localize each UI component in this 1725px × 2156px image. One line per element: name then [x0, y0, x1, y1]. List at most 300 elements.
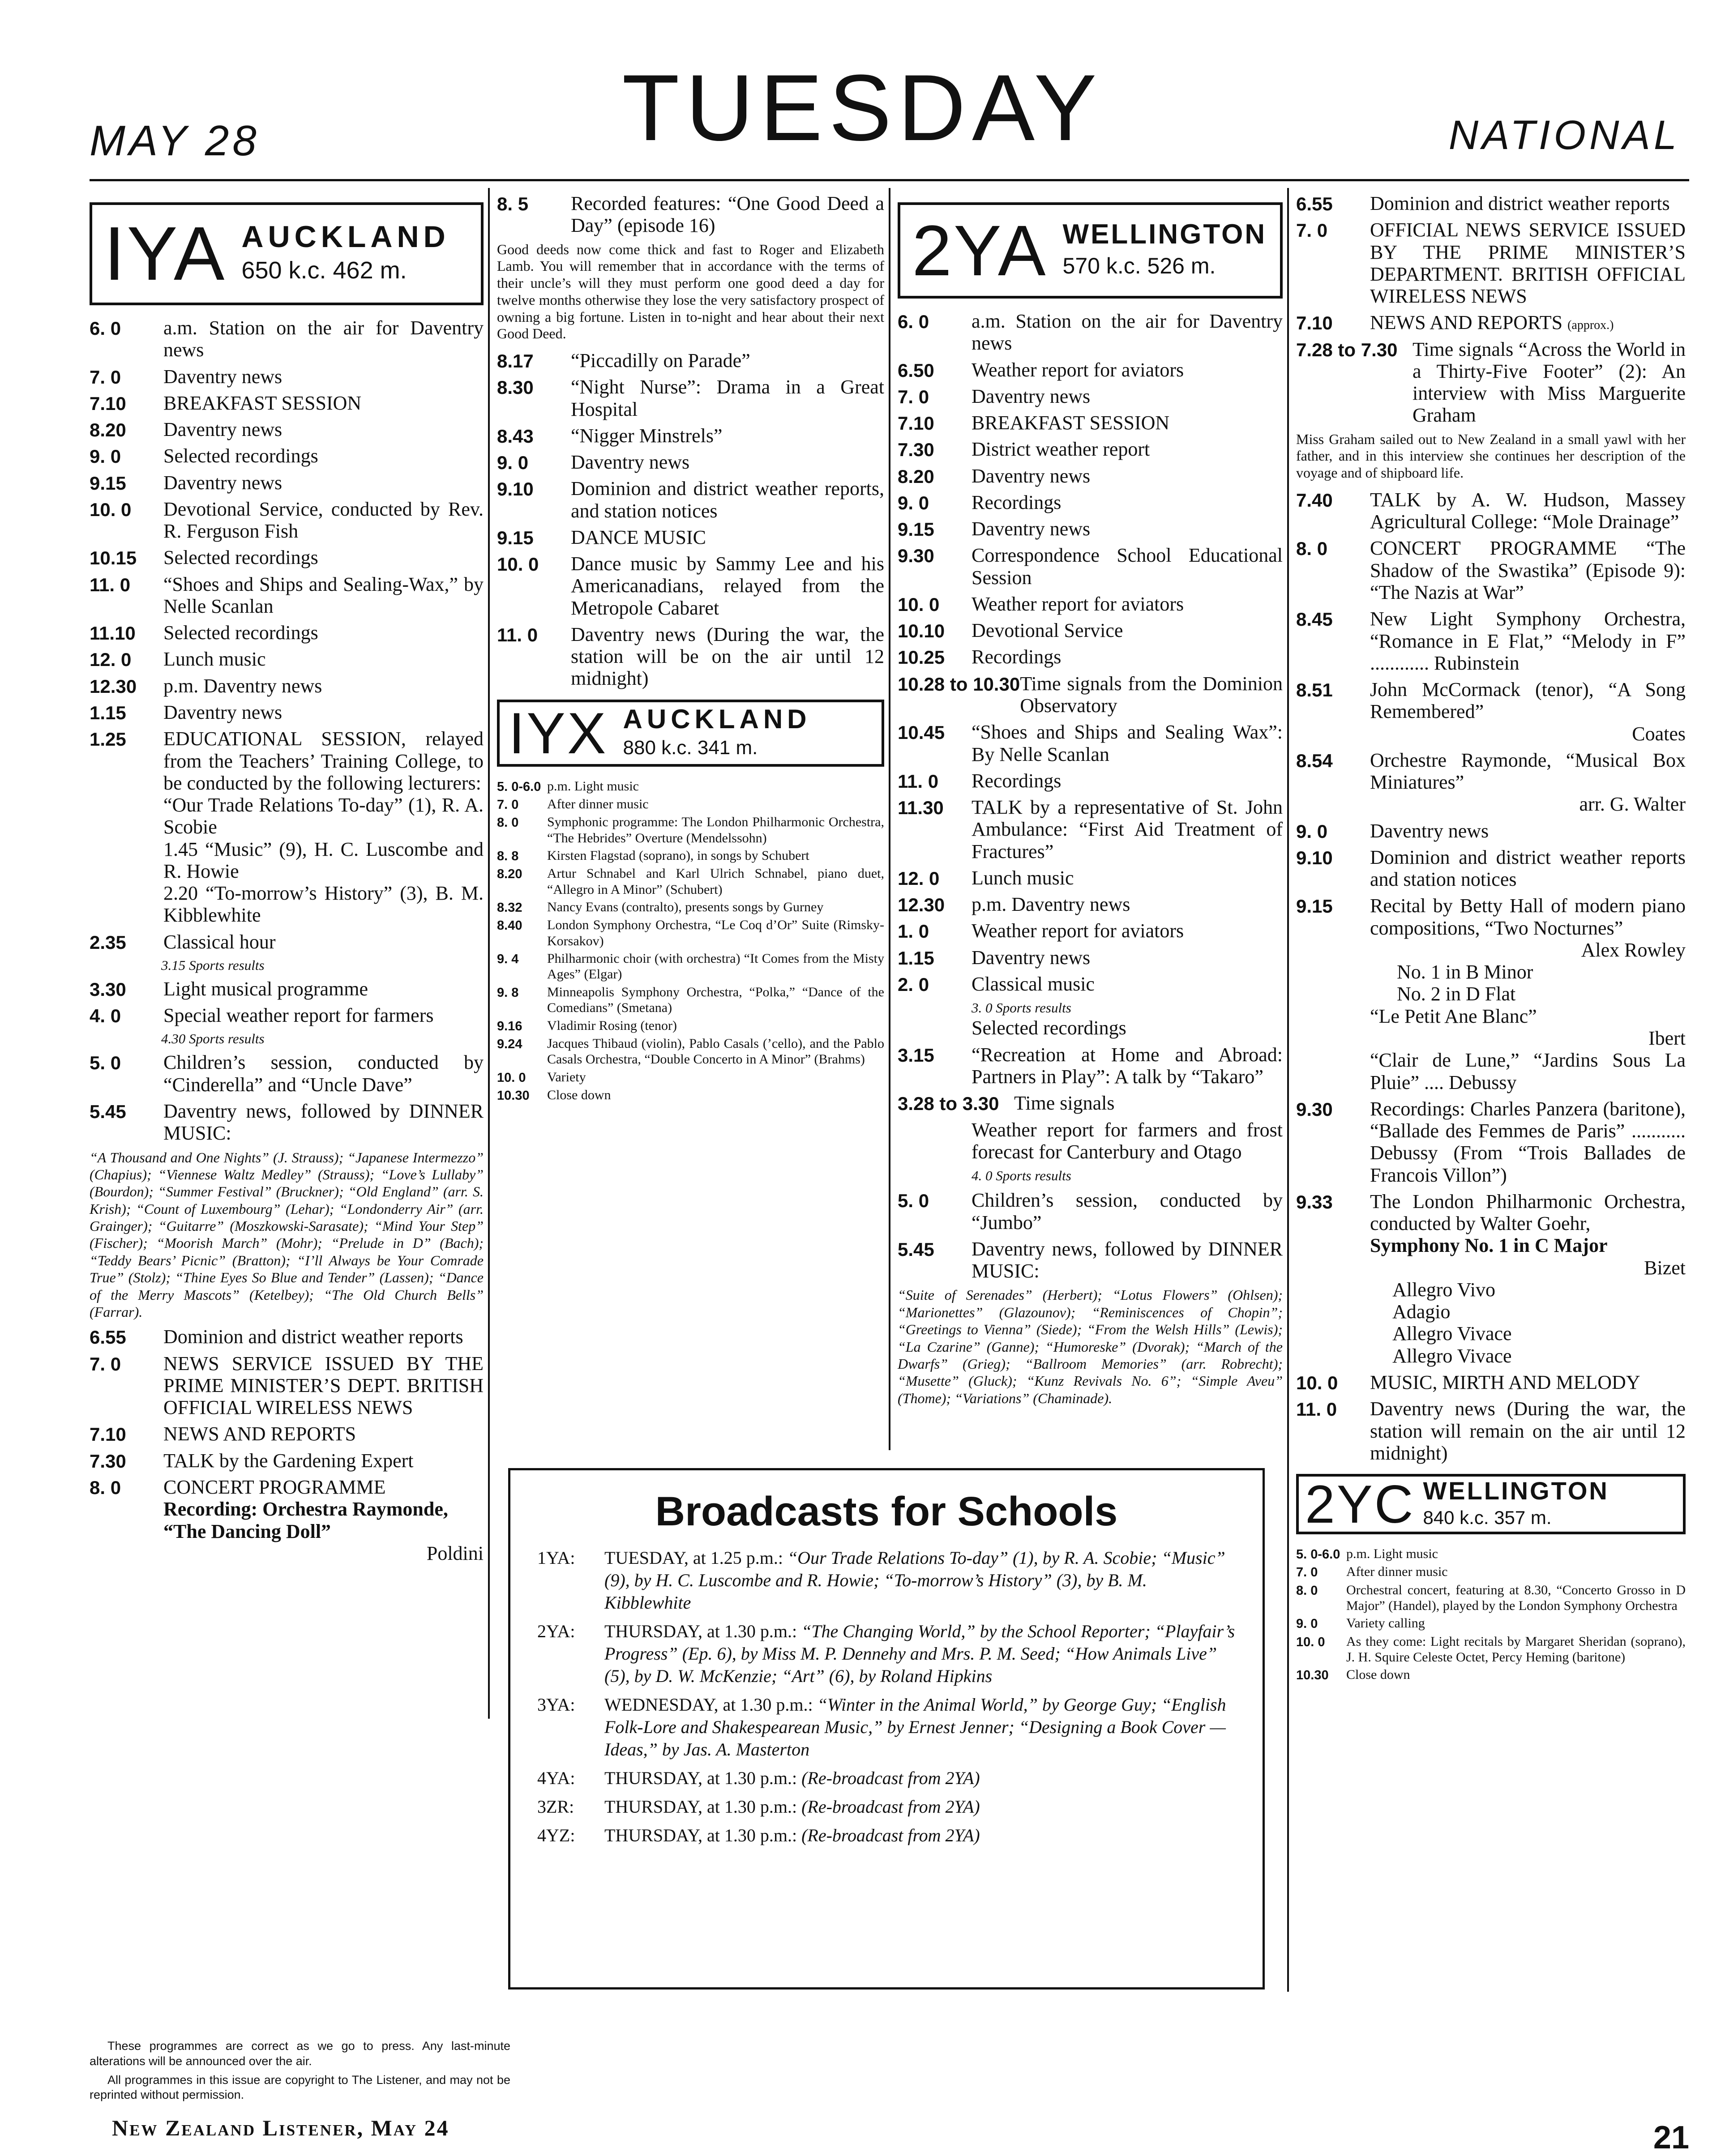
- entry-time: 7.10: [1296, 312, 1333, 334]
- entry-time: 3.30: [90, 978, 126, 1000]
- entry-desc: Light musical programme: [163, 978, 368, 1000]
- programme-entry: [497, 796, 884, 812]
- schools-text: [604, 1547, 1236, 1614]
- entry-time: 7.10: [90, 1424, 126, 1445]
- schools-row: [537, 1620, 1236, 1687]
- schools-day: THURSDAY, at 1.30 p.m.:: [604, 1621, 797, 1641]
- entry-text: Recital by Betty Hall of modern piano compositions, “Two Nocturnes”: [1370, 895, 1686, 939]
- programme-entry: [497, 778, 884, 794]
- schools-station: 4YA:: [537, 1768, 575, 1788]
- programme-entry: [898, 673, 1283, 717]
- entry-time: 5. 0: [90, 1052, 121, 1074]
- programme-entry: [90, 622, 484, 644]
- programme-entry: [898, 1044, 1283, 1088]
- programme-entry: [898, 1189, 1283, 1234]
- programme-entry: [898, 491, 1283, 513]
- programme-entry: [497, 984, 884, 1016]
- programme-entry: [1296, 1615, 1686, 1631]
- entry-desc: Children’s session, conducted by “Cinderella” and “Uncle Dave”: [163, 1051, 484, 1096]
- entry-desc: Lunch music: [972, 867, 1074, 889]
- entry-time: 8. 8: [497, 849, 519, 863]
- entry-desc: NEWS AND REPORTS: [163, 1423, 356, 1445]
- schools-text: [604, 1694, 1236, 1761]
- entry-desc: Time signals: [1014, 1092, 1115, 1114]
- programme-entry: [90, 317, 484, 361]
- entry-desc: p.m. Daventry news: [163, 675, 322, 697]
- entry-desc: Daventry news, followed by DINNER MUSIC:: [972, 1238, 1283, 1282]
- programme-entry: [90, 1100, 484, 1144]
- entry-desc: Children’s session, conducted by “Jumbo”: [972, 1189, 1283, 1234]
- entry-time: 10. 0: [497, 554, 539, 575]
- schools-row: [537, 1767, 1236, 1789]
- programme-entry: [90, 675, 484, 697]
- entry-time: 6. 0: [898, 311, 929, 332]
- entry-text: The London Philharmonic Orchestra, conducted by Walter Goehr,: [1370, 1190, 1686, 1235]
- entry-time: 10. 0: [90, 499, 132, 520]
- entry-desc: Close down: [1346, 1667, 1410, 1682]
- entry-desc: Daventry news: [163, 471, 283, 494]
- entry-desc: Selected recordings: [163, 622, 318, 644]
- lecture-item: 2.20 “To-morrow’s History” (3), B. M. Kibblewhite: [163, 882, 484, 926]
- entry-time: 8.54: [1296, 750, 1333, 771]
- entry-time: 9.30: [1296, 1098, 1333, 1120]
- movement: Adagio: [1392, 1301, 1451, 1323]
- programme-entry: [898, 593, 1283, 615]
- entry-time: 8.20: [90, 419, 126, 441]
- entry-desc: As they come: Light recitals by Margaret Sheridan (soprano), J. H. Squire Celeste Octet, Percy Heming (baritone): [1346, 1634, 1686, 1665]
- programme-entry: [1296, 1634, 1686, 1665]
- programme-entry: [898, 310, 1283, 354]
- entry-time: 8.30: [497, 377, 534, 398]
- composer: Coates: [1632, 722, 1686, 745]
- entry-desc: Dance music by Sammy Lee and his Americanadians, relayed from the Metropole Cabaret: [571, 553, 884, 619]
- entry-time: 6.50: [898, 359, 934, 381]
- programme-entry: [1296, 1371, 1686, 1393]
- entry-desc: “Piccadilly on Parade”: [571, 350, 750, 372]
- entry-time: 9.15: [898, 519, 934, 540]
- programme-entry: [898, 1238, 1283, 1282]
- entry-time: 8. 0: [90, 1477, 121, 1498]
- entry-time: 12.30: [898, 894, 945, 916]
- entry-time: 7.40: [1296, 489, 1333, 511]
- schools-topics: (Re-broadcast from 2YA): [801, 1797, 980, 1817]
- entry-time: 2.35: [90, 931, 126, 953]
- programme-entry: [497, 350, 884, 371]
- station-2yc-schedule: [1296, 1546, 1686, 1683]
- schools-topics: (Re-broadcast from 2YA): [801, 1768, 980, 1788]
- entry-desc: Daventry news: [972, 518, 1091, 540]
- entry-desc: a.m. Station on the air for Daventry news: [163, 317, 484, 361]
- entry-desc: [1370, 1191, 1686, 1367]
- programme-entry: [898, 1092, 1283, 1114]
- schools-text: [604, 1620, 1236, 1687]
- dinner-music-list: “Suite of Serenades” (Herbert); “Lotus Flowers” (Ohlsen); “Marionettes” (Glazounov); “Reminiscences of Chopin”; “Greetings to Vienna” (Siede); “From the Welsh Hills” (Lewis); “La Czarine” (Ganne); “Humoreske” (Dvorak); “March of the Dwarfs” (Grieg); “Ballroom Memories” (arr. Robrecht); “Musette” (Gluck); “Kunz Revivals No. 6”; “Simple Aveu” (Thome); “Variations” (Chaminade).: [898, 1287, 1283, 1406]
- entry-desc: NEWS SERVICE ISSUED BY THE PRIME MINISTER’S DEPT. BRITISH OFFICIAL WIRELESS NEWS: [163, 1352, 484, 1419]
- entry-time: 10.25: [898, 647, 945, 668]
- entry-desc: Daventry news: [972, 385, 1091, 407]
- station-callsign: 2YA: [912, 210, 1048, 290]
- entry-desc: Daventry news: [972, 465, 1091, 487]
- entry-time: 6.55: [1296, 193, 1333, 214]
- entry-desc: Recordings: [972, 491, 1062, 513]
- entry-desc: Daventry news: [1370, 820, 1489, 842]
- programme-entry: [90, 1326, 484, 1348]
- programme-entry: [1296, 192, 1686, 214]
- entry-desc: Variety: [547, 1069, 586, 1084]
- entry-desc: Daventry news: [972, 946, 1091, 969]
- programme-entry: [898, 438, 1283, 460]
- composer: Ibert: [1648, 1027, 1686, 1050]
- programme-entry: [898, 619, 1283, 641]
- entry-desc: Dominion and district weather reports: [1370, 192, 1670, 214]
- schools-station: 4YZ:: [537, 1825, 575, 1845]
- programme-entry: [90, 1004, 484, 1026]
- schools-row: [537, 1547, 1236, 1614]
- entry-desc: Devotional Service: [972, 619, 1123, 642]
- programme-entry: [898, 947, 1283, 969]
- station-frequency: 880 k.c. 341 m.: [623, 736, 758, 759]
- entry-detail: “The Dancing Doll”: [163, 1520, 331, 1542]
- entry-time: 1.15: [90, 702, 126, 723]
- entry-detail: Recording: Orchestra Raymonde,: [163, 1498, 448, 1520]
- programme-entry: [90, 931, 484, 953]
- entry-desc: Classical hour: [163, 931, 276, 953]
- header-rule: [90, 179, 1689, 181]
- schools-day: THURSDAY, at 1.30 p.m.:: [604, 1825, 797, 1845]
- entry-desc: Recordings: Charles Panzera (baritone), “Ballade des Femmes de Paris” ........... Debussy (From “Trois Ballades de Francois Villon”): [1370, 1097, 1686, 1186]
- entry-desc: p.m. Light music: [547, 778, 639, 794]
- footer-publication: New Zealand Listener, May 24: [112, 2115, 449, 2140]
- entry-desc: Selected recordings: [163, 546, 318, 569]
- lecture-item: “Our Trade Relations To-day” (1), R. A. Scobie: [163, 794, 484, 838]
- entry-desc: London Symphony Orchestra, “Le Coq d’Or” Suite (Rimsky-Korsakov): [547, 918, 884, 948]
- entry-desc: Daventry news (During the war, the station will be on the air until 12 midnight): [571, 623, 884, 690]
- entry-time: 5. 0-6.0: [1296, 1547, 1340, 1562]
- entry-time: 8.45: [1296, 609, 1333, 630]
- entry-time: 7. 0: [90, 366, 121, 388]
- entry-detail: Selected recordings: [972, 1017, 1126, 1039]
- programme-entry: [898, 770, 1283, 792]
- schools-text: [604, 1824, 980, 1847]
- entry-desc: “Nigger Minstrels”: [571, 424, 723, 447]
- entry-time: 12. 0: [898, 867, 940, 889]
- programme-entry: [497, 814, 884, 846]
- programme-entry: [497, 899, 884, 915]
- movement: Allegro Vivace: [1392, 1323, 1512, 1345]
- entry-time: 9. 0: [497, 452, 529, 474]
- entry-time: 7.28 to 7.30: [1296, 339, 1398, 360]
- entry-time: 9. 0: [1296, 820, 1328, 842]
- entry-desc: TALK by A. W. Hudson, Massey Agricultural College: “Mole Drainage”: [1370, 488, 1686, 533]
- entry-desc: Artur Schnabel and Karl Ulrich Schnabel, piano duet, “Allegro in A Minor” (Schubert): [547, 866, 884, 897]
- entry-time: 11. 0: [90, 574, 131, 595]
- column-divider: [889, 188, 890, 1450]
- entry-time: 1.15: [898, 947, 934, 969]
- programme-entry: [90, 1051, 484, 1096]
- entry-text: EDUCATIONAL SESSION, relayed from the Teachers’ Training College, to be conducted by the following lecturers:: [163, 728, 484, 794]
- programme-entry: [497, 553, 884, 619]
- piece: No. 1 in B Minor: [1397, 961, 1533, 983]
- schools-station: 1YA:: [537, 1548, 575, 1568]
- entry-time: 9.15: [1296, 896, 1333, 917]
- entry-desc: After dinner music: [1346, 1564, 1448, 1580]
- entry-time: 9.15: [497, 527, 534, 548]
- entry-desc: Dominion and district weather reports: [163, 1326, 463, 1348]
- programme-entry: [1296, 219, 1686, 307]
- entry-desc: Jacques Thibaud (violin), Pablo Casals (’cello), and the Pablo Casals Orchestra, “Double Concerto in A Minor” (Brahms): [547, 1036, 884, 1067]
- entry-time: 1. 0: [898, 921, 929, 942]
- piece: No. 2 in D Flat: [1397, 983, 1516, 1005]
- entry-desc: a.m. Station on the air for Daventry news: [972, 310, 1283, 354]
- entry-time: 9. 0: [898, 492, 929, 513]
- programme-entry: [1296, 679, 1686, 745]
- entry-time: 3.28 to 3.30: [898, 1093, 999, 1114]
- entry-desc: [972, 1119, 1283, 1185]
- programme-note: Good deeds now come thick and fast to Roger and Elizabeth Lamb. You will remember that in accordance with the terms of their uncle’s will they must perform one good deed a day for twelve months otherwise they lose the very satisfactory prospect of owning a big fortune. Listen in to-night and hear about their next Good Deed.: [497, 241, 884, 342]
- entry-text: NEWS AND REPORTS: [1370, 312, 1563, 334]
- entry-time: 10.30: [1296, 1668, 1329, 1683]
- entry-desc: [972, 973, 1283, 1039]
- schools-topics: “Our Trade Relations To-day” (1), by R. A. Scobie; “Music” (9), by H. C. Luscombe and R. Howie; “To-morrow’s History” (3), by B. M. Kibblewhite: [604, 1548, 1225, 1613]
- programme-entry: [898, 518, 1283, 540]
- column-2ya: [898, 192, 1283, 1407]
- entry-time: 11.10: [90, 623, 136, 644]
- page-title: TUESDAY: [622, 55, 1103, 160]
- piece: “Clair de Lune,” “Jardins Sous La Pluie” .... Debussy: [1370, 1049, 1686, 1093]
- programme-entry: [90, 472, 484, 494]
- entry-desc: OFFICIAL NEWS SERVICE ISSUED BY THE PRIME MINISTER’S DEPARTMENT. BRITISH OFFICIAL WIRELESS NEWS: [1370, 219, 1686, 307]
- programme-entry: [1296, 1667, 1686, 1683]
- entry-time: 9.33: [1296, 1191, 1333, 1212]
- entry-desc: TALK by a representative of St. John Ambulance: “First Aid Treatment of Fractures”: [972, 796, 1283, 862]
- entry-time: 10.10: [898, 620, 945, 642]
- approx-note: (approx.): [1567, 318, 1614, 333]
- programme-entry: [1296, 1546, 1686, 1562]
- schools-day: WEDNESDAY, at 1.30 p.m.:: [604, 1695, 813, 1715]
- entry-time: 11. 0: [1296, 1399, 1337, 1420]
- entry-time: 10. 0: [898, 593, 940, 615]
- entry-desc: Selected recordings: [163, 445, 318, 467]
- entry-desc: BREAKFAST SESSION: [972, 412, 1170, 434]
- entry-time: 8. 5: [497, 193, 529, 214]
- programme-entry: [1296, 749, 1686, 815]
- programme-entry: [90, 1476, 484, 1564]
- programme-entry: [898, 385, 1283, 407]
- disclaimer: [90, 2039, 510, 2103]
- entry-time: 8.20: [898, 465, 934, 487]
- composer: Bizet: [1644, 1256, 1686, 1279]
- programme-entry: [898, 412, 1283, 434]
- programme-entry: [1296, 338, 1686, 427]
- entry-desc: Vladimir Rosing (tenor): [547, 1018, 677, 1033]
- entry-time: 10.30: [497, 1088, 530, 1103]
- entry-time: 7.10: [898, 413, 934, 434]
- programme-entry: [1296, 489, 1686, 533]
- composer: Poldini: [426, 1542, 484, 1564]
- entry-time: 9.10: [497, 478, 534, 500]
- movement: Allegro Vivace: [1392, 1345, 1512, 1367]
- entry-desc: Minneapolis Symphony Orchestra, “Polka,” “Dance of the Comedians” (Smetana): [547, 984, 884, 1016]
- schools-day: THURSDAY, at 1.30 p.m.:: [604, 1768, 797, 1788]
- entry-desc: Orchestral concert, featuring at 8.30, “Concerto Grosso in D Major” (Handel), played by the London Symphony Orchestra: [1346, 1582, 1686, 1613]
- programme-entry: [898, 920, 1283, 942]
- entry-desc: Time signals from the Dominion Observatory: [1020, 672, 1283, 717]
- entry-desc: “Shoes and Ships and Sealing-Wax,” by Nelle Scanlan: [163, 573, 484, 617]
- schools-station: 3YA:: [537, 1695, 575, 1715]
- programme-entry: [497, 1018, 884, 1034]
- entry-desc: [163, 728, 484, 926]
- programme-entry: [497, 425, 884, 447]
- programme-entry: [497, 376, 884, 420]
- entry-desc: After dinner music: [547, 796, 649, 811]
- station-frequency: 570 k.c. 526 m.: [1062, 253, 1216, 278]
- entry-time: 11. 0: [497, 624, 538, 645]
- entry-text: CONCERT PROGRAMME: [163, 1476, 386, 1498]
- entry-desc: Dominion and district weather reports, and station notices: [571, 478, 884, 522]
- programme-entry: [90, 728, 484, 926]
- entry-text: John McCormack (tenor), “A Song Remembered”: [1370, 679, 1686, 723]
- entry-desc: Dominion and district weather reports and station notices: [1370, 846, 1686, 891]
- programme-entry: [90, 1423, 484, 1445]
- entry-time: 8.43: [497, 425, 534, 447]
- entry-time: 2. 0: [898, 973, 929, 995]
- entry-time: 12.30: [90, 675, 137, 697]
- page-number: 21: [1653, 2120, 1689, 2156]
- programme-entry: [898, 973, 1283, 1039]
- entry-time: 7. 0: [898, 386, 929, 407]
- entry-time: 11. 0: [898, 770, 939, 792]
- symphony-title: Symphony No. 1 in C Major: [1370, 1234, 1608, 1257]
- entry-desc: DANCE MUSIC: [571, 526, 706, 548]
- entry-text: Orchestre Raymonde, “Musical Box Miniatures”: [1370, 749, 1686, 794]
- programme-entry: [90, 418, 484, 440]
- entry-time: 7. 0: [90, 1353, 121, 1375]
- entry-time: 8.17: [497, 350, 534, 372]
- entry-time: 9. 4: [497, 952, 519, 966]
- sports-results-note: 3. 0 Sports results: [972, 1000, 1071, 1016]
- entry-time: 8. 0: [497, 815, 519, 830]
- entry-desc: [1370, 895, 1686, 1093]
- schools-topics: (Re-broadcast from 2YA): [801, 1825, 980, 1845]
- entry-desc: Close down: [547, 1087, 611, 1102]
- entry-desc: Nancy Evans (contralto), presents songs by Gurney: [547, 899, 824, 914]
- entry-time: 10. 0: [1296, 1372, 1338, 1393]
- entry-desc: [1370, 679, 1686, 745]
- entry-time: 9. 0: [1296, 1617, 1318, 1631]
- entry-time: 8.32: [497, 900, 522, 915]
- entry-time: 6. 0: [90, 318, 121, 339]
- entry-time: 9.15: [90, 472, 126, 494]
- entry-desc: [1370, 749, 1686, 815]
- programme-entry: [1296, 895, 1686, 1093]
- schools-text: [604, 1767, 980, 1789]
- schools-title: Broadcasts for Schools: [655, 1489, 1118, 1534]
- entry-desc: Daventry news: [163, 418, 283, 441]
- lecture-item: 1.45 “Music” (9), H. C. Luscombe and R. Howie: [163, 838, 484, 882]
- station-callsign: IYX: [509, 700, 608, 766]
- programme-entry: [497, 478, 884, 522]
- entry-time: 7. 0: [1296, 1565, 1318, 1580]
- entry-desc: p.m. Light music: [1346, 1546, 1438, 1562]
- entry-desc: Correspondence School Educational Session: [972, 544, 1283, 589]
- entry-time: 9.10: [1296, 847, 1333, 868]
- programme-entry: [898, 1119, 1283, 1185]
- entry-time: 8. 0: [1296, 1583, 1318, 1598]
- entry-text: Weather report for farmers and frost forecast for Canterbury and Otago: [972, 1119, 1283, 1163]
- entry-desc: Special weather report for farmers: [163, 1004, 434, 1027]
- entry-time: 10.15: [90, 547, 137, 569]
- column-1ya: [90, 192, 484, 1569]
- entry-time: 10. 0: [1296, 1635, 1325, 1649]
- programme-entry: [497, 623, 884, 690]
- schools-station: 3ZR:: [537, 1797, 574, 1817]
- programme-entry: [1296, 1191, 1686, 1367]
- station-1yx-schedule: [497, 778, 884, 1103]
- programme-entry: [90, 498, 484, 542]
- entry-time: 8.20: [497, 867, 522, 882]
- entry-desc: Symphonic programme: The London Philharmonic Orchestra, “The Hebrides” Overture (Mendelssohn): [547, 815, 884, 845]
- programme-note: Miss Graham sailed out to New Zealand in a small yawl with her father, and in this interview she continues her description of the voyage and of shipboard life.: [1296, 431, 1686, 481]
- entry-time: 10.28 to 10.30: [898, 673, 1020, 695]
- programme-entry: [898, 893, 1283, 915]
- entry-desc: Devotional Service, conducted by Rev. R. Ferguson Fish: [163, 498, 484, 542]
- entry-time: 3.15: [898, 1044, 934, 1066]
- station-frequency: 650 k.c. 462 m.: [241, 256, 407, 284]
- entry-time: 6.55: [90, 1327, 126, 1348]
- schools-day: THURSDAY, at 1.30 p.m.:: [604, 1797, 797, 1817]
- entry-desc: p.m. Daventry news: [972, 893, 1130, 916]
- programme-entry: [497, 951, 884, 982]
- entry-desc: Time signals “Across the World in a Thirty-Five Footer” (2): An interview with Miss Marguerite Graham: [1413, 338, 1686, 427]
- column-2ya-continued: [1296, 192, 1686, 1685]
- programme-entry: [90, 978, 484, 1000]
- programme-entry: [90, 1450, 484, 1472]
- entry-desc: Recorded features: “One Good Deed a Day” (episode 16): [571, 192, 884, 237]
- entry-time: 7.30: [90, 1450, 126, 1472]
- station-callsign: IYA: [104, 211, 227, 296]
- composer: arr. G. Walter: [1579, 793, 1686, 815]
- entry-desc: New Light Symphony Orchestra, “Romance in E Flat,” “Melody in F” ............ Rubinstein: [1370, 608, 1686, 674]
- schools-text: [604, 1796, 980, 1818]
- sports-results-note: 4.30 Sports results: [161, 1031, 265, 1047]
- station-header-2ya: [898, 202, 1283, 299]
- station-header-1yx: [497, 700, 884, 767]
- programme-entry: [1296, 1098, 1686, 1186]
- programme-entry: [497, 451, 884, 473]
- entry-desc: Daventry news: [571, 451, 690, 474]
- entry-time: 9.30: [898, 545, 934, 567]
- entry-time: 1.25: [90, 729, 126, 750]
- entry-desc: TALK by the Gardening Expert: [163, 1449, 414, 1472]
- entry-time: 9.24: [497, 1037, 522, 1051]
- schools-row: [537, 1694, 1236, 1761]
- entry-time: 5.45: [898, 1238, 934, 1260]
- station-frequency: 840 k.c. 357 m.: [1423, 1507, 1552, 1528]
- entry-time: 5. 0-6.0: [497, 779, 541, 794]
- programme-entry: [90, 392, 484, 414]
- entry-time: 7. 0: [1296, 220, 1328, 241]
- programme-entry: [497, 1069, 884, 1085]
- entry-desc: Daventry news: [163, 365, 283, 388]
- sports-results-note: 3.15 Sports results: [161, 957, 265, 973]
- station-city: WELLINGTON: [1423, 1477, 1609, 1505]
- programme-entry: [1296, 820, 1686, 842]
- entry-time: 10. 0: [497, 1070, 526, 1085]
- programme-entry: [90, 701, 484, 723]
- programme-entry: [497, 917, 884, 949]
- entry-desc: “Shoes and Ships and Sealing Wax”: By Nelle Scanlan: [972, 721, 1283, 765]
- entry-time: 10.45: [898, 722, 945, 743]
